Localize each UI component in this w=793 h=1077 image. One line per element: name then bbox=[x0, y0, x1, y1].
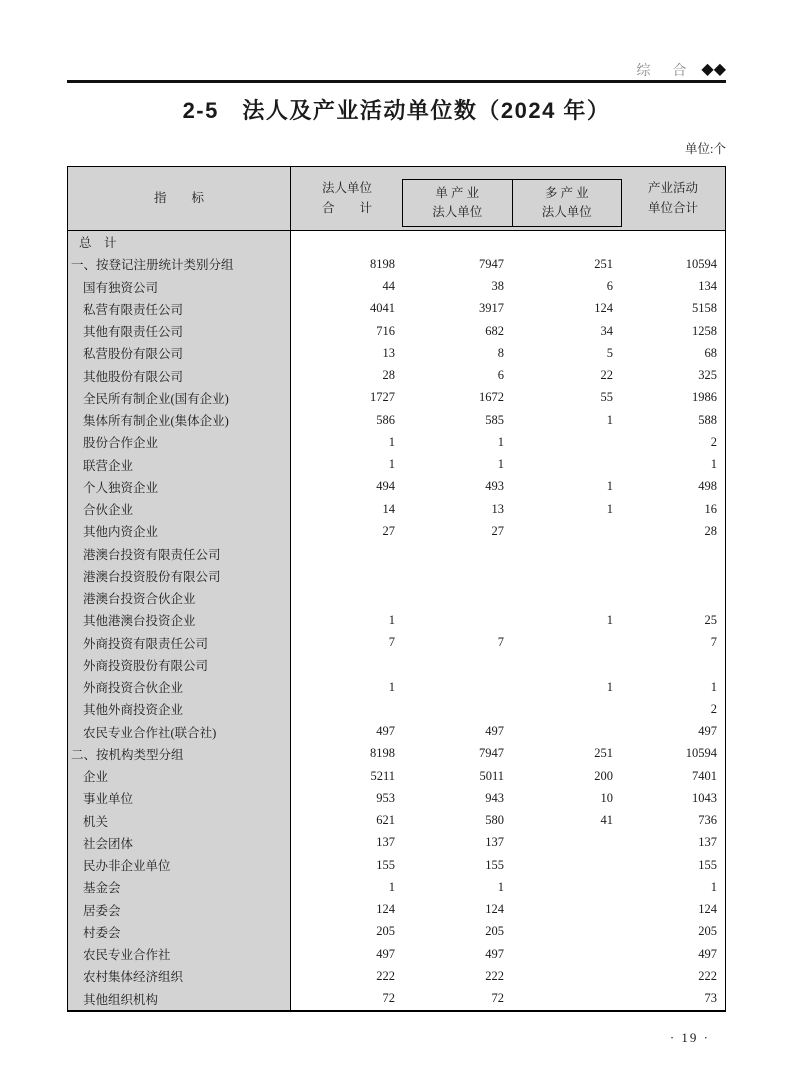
cell-value: 1 bbox=[388, 457, 395, 472]
row-label: 机关 bbox=[68, 810, 291, 832]
table-row bbox=[68, 298, 725, 320]
cell-value: 10 bbox=[600, 790, 613, 805]
cell-value: 3917 bbox=[479, 301, 504, 316]
header-multi-industry: 多 产 业 法人单位 bbox=[541, 185, 592, 219]
cell-value: 200 bbox=[594, 768, 613, 783]
cell-value: 55 bbox=[600, 390, 613, 405]
row-label: 全民所有制企业(国有企业) bbox=[68, 387, 291, 409]
row-label: 其他组织机构 bbox=[68, 988, 291, 1010]
cell-value: 124 bbox=[485, 902, 504, 917]
cell-value: 1 bbox=[388, 679, 395, 694]
row-label: 其他港澳台投资企业 bbox=[68, 609, 291, 631]
cell-value: 580 bbox=[485, 813, 504, 828]
cell-value: 205 bbox=[376, 924, 395, 939]
cell-value: 325 bbox=[698, 368, 717, 383]
cell-value: 1 bbox=[497, 457, 504, 472]
cell-value: 155 bbox=[485, 857, 504, 872]
row-label: 民办非企业单位 bbox=[68, 854, 291, 876]
cell-value: 497 bbox=[485, 724, 504, 739]
cell-value: 8198 bbox=[370, 746, 395, 761]
table-row bbox=[68, 943, 725, 965]
cell-value: 16 bbox=[704, 501, 717, 516]
row-label: 其他外商投资企业 bbox=[68, 698, 291, 720]
cell-value: 4041 bbox=[370, 301, 395, 316]
table-header bbox=[68, 167, 725, 231]
table-row bbox=[68, 609, 725, 631]
row-label: 港澳台投资有限责任公司 bbox=[68, 543, 291, 565]
cell-value: 124 bbox=[594, 301, 613, 316]
table-row bbox=[68, 832, 725, 854]
cell-value: 1 bbox=[606, 501, 613, 516]
header-legal-total: 法人单位 合 计 bbox=[321, 181, 372, 215]
cell-value: 7 bbox=[710, 635, 717, 650]
diamond-icons: ◆◆ bbox=[701, 61, 726, 78]
row-label: 社会团体 bbox=[68, 832, 291, 854]
table-row bbox=[68, 921, 725, 943]
cell-value: 44 bbox=[382, 279, 395, 294]
cell-value: 134 bbox=[698, 279, 717, 294]
cell-value: 5 bbox=[606, 345, 613, 360]
row-label: 股份合作企业 bbox=[68, 431, 291, 453]
cell-value: 1 bbox=[606, 412, 613, 427]
cell-value: 1 bbox=[388, 434, 395, 449]
header-indicator: 指 标 bbox=[68, 167, 291, 230]
cell-value: 1 bbox=[388, 612, 395, 627]
cell-value: 5158 bbox=[692, 301, 717, 316]
page-title: 2-5 法人及产业活动单位数（2024 年） bbox=[182, 98, 611, 123]
table-row bbox=[68, 253, 725, 275]
table-row bbox=[68, 543, 725, 565]
cell-value: 137 bbox=[485, 835, 504, 850]
table-row bbox=[68, 876, 725, 898]
table-row bbox=[68, 409, 725, 431]
cell-value: 137 bbox=[376, 835, 395, 850]
section-tag-label: 综 合 bbox=[636, 62, 696, 78]
table-row bbox=[68, 787, 725, 809]
row-label: 农民专业合作社 bbox=[68, 943, 291, 965]
cell-value: 27 bbox=[491, 523, 504, 538]
cell-value: 68 bbox=[704, 345, 717, 360]
row-label: 其他有限责任公司 bbox=[68, 320, 291, 342]
table-row bbox=[68, 654, 725, 676]
cell-value: 588 bbox=[698, 412, 717, 427]
header-subgroup-wrap bbox=[403, 167, 621, 230]
cell-value: 953 bbox=[376, 790, 395, 805]
cell-value: 137 bbox=[698, 835, 717, 850]
header-single-industry: 单 产 业 法人单位 bbox=[403, 180, 513, 226]
cell-value: 13 bbox=[382, 345, 395, 360]
row-label: 外商投资有限责任公司 bbox=[68, 632, 291, 654]
cell-value: 1 bbox=[710, 457, 717, 472]
cell-value: 7 bbox=[497, 635, 504, 650]
table-row bbox=[68, 965, 725, 987]
table-row bbox=[68, 587, 725, 609]
row-label: 二、按机构类型分组 bbox=[68, 743, 291, 765]
section-tag bbox=[637, 60, 727, 80]
table-row bbox=[68, 498, 725, 520]
table-row bbox=[68, 365, 725, 387]
row-label: 港澳台投资股份有限公司 bbox=[68, 565, 291, 587]
unit-note: 单位:个 bbox=[685, 142, 726, 156]
row-label: 联营企业 bbox=[68, 454, 291, 476]
row-label: 私营有限责任公司 bbox=[68, 298, 291, 320]
cell-value: 25 bbox=[704, 612, 717, 627]
cell-value: 1 bbox=[606, 679, 613, 694]
cell-value: 1 bbox=[497, 434, 504, 449]
table-row bbox=[68, 988, 725, 1010]
cell-value: 1 bbox=[497, 879, 504, 894]
table-row bbox=[68, 899, 725, 921]
cell-value: 1043 bbox=[692, 790, 717, 805]
cell-value: 585 bbox=[485, 412, 504, 427]
row-label: 一、按登记注册统计类别分组 bbox=[68, 253, 291, 275]
cell-value: 155 bbox=[698, 857, 717, 872]
row-label: 农民专业合作社(联合社) bbox=[68, 721, 291, 743]
cell-value: 497 bbox=[485, 946, 504, 961]
row-label: 其他股份有限公司 bbox=[68, 365, 291, 387]
cell-value: 8 bbox=[497, 345, 504, 360]
cell-value: 943 bbox=[485, 790, 504, 805]
cell-value: 222 bbox=[698, 968, 717, 983]
table-row bbox=[68, 342, 725, 364]
cell-value: 6 bbox=[606, 279, 613, 294]
row-label: 港澳台投资合伙企业 bbox=[68, 587, 291, 609]
cell-value: 1 bbox=[388, 879, 395, 894]
cell-value: 1258 bbox=[692, 323, 717, 338]
cell-value: 1 bbox=[710, 679, 717, 694]
cell-value: 7947 bbox=[479, 256, 504, 271]
row-label: 事业单位 bbox=[68, 787, 291, 809]
cell-value: 6 bbox=[497, 368, 504, 383]
cell-value: 1 bbox=[710, 879, 717, 894]
row-label: 合伙企业 bbox=[68, 498, 291, 520]
cell-value: 251 bbox=[594, 746, 613, 761]
row-label: 基金会 bbox=[68, 876, 291, 898]
statistics-table bbox=[67, 166, 726, 1012]
row-label: 私营股份有限公司 bbox=[68, 342, 291, 364]
cell-value: 1986 bbox=[692, 390, 717, 405]
header-activity-total: 产业活动 单位合计 bbox=[647, 181, 698, 215]
cell-value: 494 bbox=[376, 479, 395, 494]
cell-value: 497 bbox=[698, 724, 717, 739]
row-label: 外商投资合伙企业 bbox=[68, 676, 291, 698]
row-label: 农村集体经济组织 bbox=[68, 965, 291, 987]
cell-value: 205 bbox=[698, 924, 717, 939]
row-label: 国有独资公司 bbox=[68, 276, 291, 298]
cell-value: 22 bbox=[600, 368, 613, 383]
cell-value: 493 bbox=[485, 479, 504, 494]
row-label: 外商投资股份有限公司 bbox=[68, 654, 291, 676]
cell-value: 41 bbox=[600, 813, 613, 828]
row-label: 集体所有制企业(集体企业) bbox=[68, 409, 291, 431]
cell-value: 1 bbox=[606, 479, 613, 494]
cell-value: 251 bbox=[594, 256, 613, 271]
table-row bbox=[68, 632, 725, 654]
cell-value: 124 bbox=[698, 902, 717, 917]
page-number: · 19 · bbox=[669, 1030, 710, 1045]
cell-value: 5011 bbox=[479, 768, 504, 783]
cell-value: 716 bbox=[376, 323, 395, 338]
cell-value: 27 bbox=[382, 523, 395, 538]
cell-value: 155 bbox=[376, 857, 395, 872]
table-row bbox=[68, 698, 725, 720]
table-row bbox=[68, 231, 725, 253]
table-row bbox=[68, 676, 725, 698]
table-row bbox=[68, 721, 725, 743]
table-row bbox=[68, 765, 725, 787]
row-label: 个人独资企业 bbox=[68, 476, 291, 498]
cell-value: 73 bbox=[704, 991, 717, 1006]
header-subgroup-box bbox=[402, 179, 622, 227]
cell-value: 497 bbox=[376, 724, 395, 739]
cell-value: 124 bbox=[376, 902, 395, 917]
cell-value: 586 bbox=[376, 412, 395, 427]
cell-value: 497 bbox=[376, 946, 395, 961]
row-label: 其他内资企业 bbox=[68, 520, 291, 542]
cell-value: 28 bbox=[382, 368, 395, 383]
cell-value: 13 bbox=[491, 501, 504, 516]
table-body bbox=[68, 231, 725, 1010]
cell-value: 28 bbox=[704, 523, 717, 538]
cell-value: 621 bbox=[376, 813, 395, 828]
cell-value: 7947 bbox=[479, 746, 504, 761]
cell-value: 1672 bbox=[479, 390, 504, 405]
cell-value: 10594 bbox=[685, 746, 717, 761]
table-row bbox=[68, 454, 725, 476]
cell-value: 1 bbox=[606, 612, 613, 627]
cell-value: 14 bbox=[382, 501, 395, 516]
table-row bbox=[68, 431, 725, 453]
cell-value: 72 bbox=[382, 991, 395, 1006]
table-row bbox=[68, 476, 725, 498]
cell-value: 34 bbox=[600, 323, 613, 338]
cell-value: 5211 bbox=[370, 768, 395, 783]
table-row bbox=[68, 387, 725, 409]
table-row bbox=[68, 520, 725, 542]
cell-value: 498 bbox=[698, 479, 717, 494]
cell-value: 205 bbox=[485, 924, 504, 939]
table-row bbox=[68, 565, 725, 587]
cell-value: 222 bbox=[485, 968, 504, 983]
row-label: 企业 bbox=[68, 765, 291, 787]
table-row bbox=[68, 810, 725, 832]
cell-value: 1727 bbox=[370, 390, 395, 405]
cell-value: 682 bbox=[485, 323, 504, 338]
table-row bbox=[68, 276, 725, 298]
cell-value: 7401 bbox=[692, 768, 717, 783]
header-rule bbox=[67, 80, 726, 83]
cell-value: 2 bbox=[710, 434, 717, 449]
cell-value: 497 bbox=[698, 946, 717, 961]
cell-value: 8198 bbox=[370, 256, 395, 271]
row-label: 居委会 bbox=[68, 899, 291, 921]
cell-value: 222 bbox=[376, 968, 395, 983]
cell-value: 736 bbox=[698, 813, 717, 828]
cell-value: 38 bbox=[491, 279, 504, 294]
cell-value: 10594 bbox=[685, 256, 717, 271]
table-row bbox=[68, 743, 725, 765]
row-label: 总 计 bbox=[68, 231, 291, 253]
cell-value: 7 bbox=[388, 635, 395, 650]
table-row bbox=[68, 854, 725, 876]
cell-value: 72 bbox=[491, 991, 504, 1006]
cell-value: 2 bbox=[710, 701, 717, 716]
row-label: 村委会 bbox=[68, 921, 291, 943]
table-row bbox=[68, 320, 725, 342]
